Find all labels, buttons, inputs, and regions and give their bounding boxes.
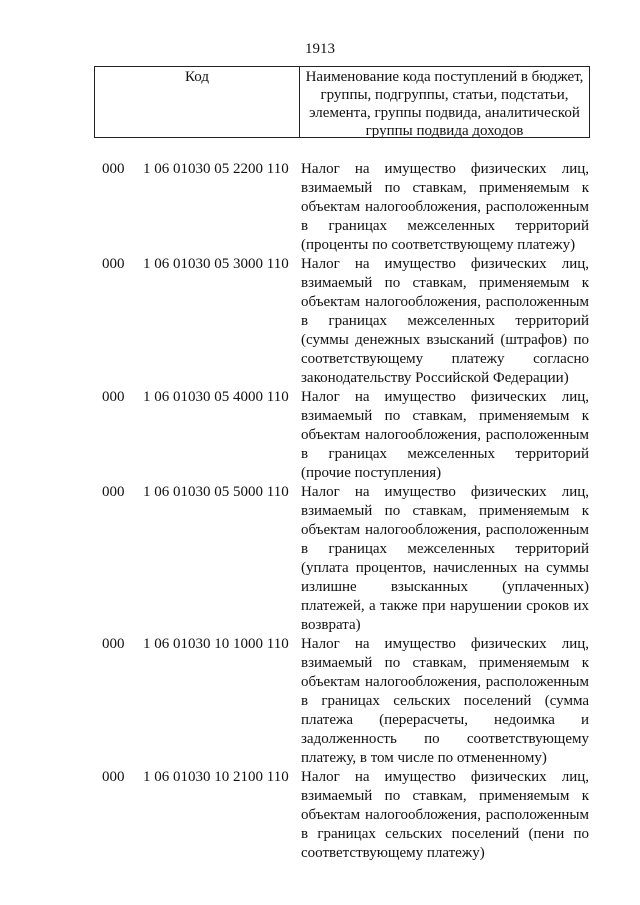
income-code: 1 06 01030 05 3000 110 xyxy=(143,256,289,272)
income-name: Налог на имущество физических лиц, взимаемый по ставкам, применяемым к объектам налогообложения, расположенным в границах сельских поселений (сумма платежа (перерасчеты, недоимка и задолженность по соответствующему платежу, в том числе по отмененному) xyxy=(301,636,589,766)
table-row xyxy=(0,768,640,863)
income-codes-list xyxy=(0,160,640,863)
income-name: Налог на имущество физических лиц, взимаемый по ставкам, применяемым к объектам налогообложения, расположенным в границах межселенных территорий (проценты по соответствующему платежу) xyxy=(301,161,589,253)
income-code: 1 06 01030 10 2100 110 xyxy=(143,769,289,785)
table-header xyxy=(94,66,590,138)
table-row xyxy=(0,255,640,388)
header-name-column: Наименование кода поступлений в бюджет, группы, подгруппы, статьи, подстатьи, элемента, группы подвида, аналитической группы подвида доходов xyxy=(305,69,584,139)
income-code: 1 06 01030 05 4000 110 xyxy=(143,389,289,405)
header-code-column: Код xyxy=(95,67,300,137)
table-row xyxy=(0,635,640,768)
table-row xyxy=(0,483,640,635)
admin-code: 000 xyxy=(102,389,125,405)
admin-code: 000 xyxy=(102,636,125,652)
table-row xyxy=(0,160,640,255)
admin-code: 000 xyxy=(102,769,125,785)
income-name: Налог на имущество физических лиц, взимаемый по ставкам, применяемым к объектам налогообложения, расположенным в границах сельских поселений (пени по соответствующему платежу) xyxy=(301,769,589,861)
income-code: 1 06 01030 05 2200 110 xyxy=(143,161,289,177)
income-name: Налог на имущество физических лиц, взимаемый по ставкам, применяемым к объектам налогообложения, расположенным в границах межселенных территорий (уплата процентов, начисленных на суммы излишне взысканных (уплаченных) платежей, а также при нарушении сроков их возврата) xyxy=(301,484,589,633)
admin-code: 000 xyxy=(102,256,125,272)
page-number: 1913 xyxy=(305,41,335,57)
admin-code: 000 xyxy=(102,161,125,177)
income-code: 1 06 01030 10 1000 110 xyxy=(143,636,289,652)
admin-code: 000 xyxy=(102,484,125,500)
income-name: Налог на имущество физических лиц, взимаемый по ставкам, применяемым к объектам налогообложения, расположенным в границах межселенных территорий (суммы денежных взысканий (штрафов) по соответствующему платежу согласно законодательству Российской Федерации) xyxy=(301,256,589,386)
income-code: 1 06 01030 05 5000 110 xyxy=(143,484,289,500)
table-row xyxy=(0,388,640,483)
income-name: Налог на имущество физических лиц, взимаемый по ставкам, применяемым к объектам налогообложения, расположенным в границах межселенных территорий (прочие поступления) xyxy=(301,389,589,481)
